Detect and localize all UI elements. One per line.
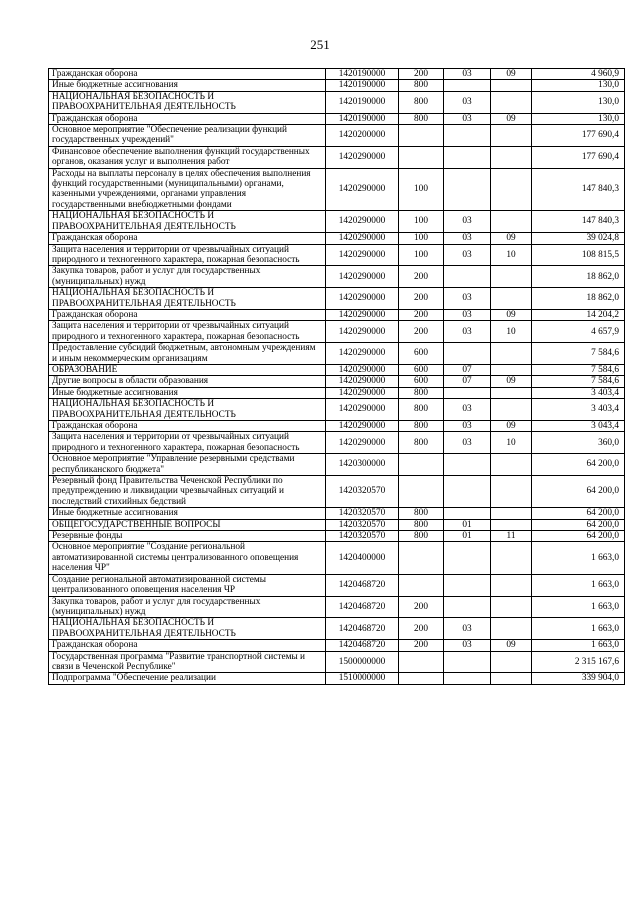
cell-target-code: 1420200000 xyxy=(326,125,399,147)
cell-section: 03 xyxy=(444,244,491,266)
cell-target-code: 1420290000 xyxy=(326,211,399,233)
cell-subsection xyxy=(491,651,532,673)
table-row xyxy=(49,233,625,244)
cell-target-code: 1510000000 xyxy=(326,673,399,684)
cell-target-code: 1420190000 xyxy=(326,113,399,124)
cell-expense-type xyxy=(399,125,444,147)
cell-expense-type xyxy=(399,574,444,596)
cell-expense-type: 200 xyxy=(399,309,444,320)
cell-subsection xyxy=(491,387,532,398)
table-row xyxy=(49,321,625,343)
cell-subsection xyxy=(491,476,532,508)
cell-section xyxy=(444,574,491,596)
cell-subsection: 09 xyxy=(491,421,532,432)
table-row xyxy=(49,80,625,91)
cell-expense-type: 800 xyxy=(399,80,444,91)
cell-amount: 360,0 xyxy=(532,432,625,454)
table-row xyxy=(49,113,625,124)
table-row xyxy=(49,454,625,476)
cell-item-name: Иные бюджетные ассигнования xyxy=(49,508,326,519)
cell-section: 03 xyxy=(444,69,491,80)
cell-section: 03 xyxy=(444,421,491,432)
cell-section: 03 xyxy=(444,399,491,421)
cell-expense-type: 100 xyxy=(399,168,444,211)
cell-section: 03 xyxy=(444,233,491,244)
cell-target-code: 1420190000 xyxy=(326,91,399,113)
table-row xyxy=(49,399,625,421)
cell-amount: 64 200,0 xyxy=(532,454,625,476)
cell-amount: 1 663,0 xyxy=(532,542,625,574)
cell-item-name: Резервные фонды xyxy=(49,531,326,542)
cell-expense-type: 800 xyxy=(399,91,444,113)
cell-amount: 147 840,3 xyxy=(532,211,625,233)
cell-expense-type xyxy=(399,146,444,168)
cell-item-name: Финансовое обеспечение выполнения функций государственных органов, оказания услуг и выполнения работ xyxy=(49,146,326,168)
cell-item-name: ОБЩЕГОСУДАРСТВЕННЫЕ ВОПРОСЫ xyxy=(49,519,326,530)
cell-subsection xyxy=(491,125,532,147)
cell-amount: 339 904,0 xyxy=(532,673,625,684)
table-row xyxy=(49,673,625,684)
cell-section: 01 xyxy=(444,531,491,542)
cell-target-code: 1420290000 xyxy=(326,387,399,398)
budget-table xyxy=(48,68,625,685)
cell-section: 03 xyxy=(444,432,491,454)
cell-amount: 130,0 xyxy=(532,91,625,113)
cell-section xyxy=(444,542,491,574)
cell-expense-type: 100 xyxy=(399,233,444,244)
cell-target-code: 1420300000 xyxy=(326,454,399,476)
cell-target-code: 1420290000 xyxy=(326,432,399,454)
cell-target-code: 1420320570 xyxy=(326,508,399,519)
cell-subsection: 10 xyxy=(491,432,532,454)
cell-item-name: Гражданская оборона xyxy=(49,113,326,124)
cell-amount: 3 403,4 xyxy=(532,387,625,398)
cell-subsection xyxy=(491,618,532,640)
cell-section xyxy=(444,596,491,618)
table-row xyxy=(49,508,625,519)
table-row xyxy=(49,640,625,651)
cell-subsection xyxy=(491,454,532,476)
cell-subsection: 09 xyxy=(491,69,532,80)
cell-target-code: 1420290000 xyxy=(326,399,399,421)
cell-amount: 64 200,0 xyxy=(532,519,625,530)
cell-subsection xyxy=(491,364,532,375)
cell-item-name: Закупка товаров, работ и услуг для государственных (муниципальных) нужд xyxy=(49,266,326,288)
cell-item-name: Основное мероприятие "Обеспечение реализации функций государственных учреждений" xyxy=(49,125,326,147)
cell-item-name: Основное мероприятие "Создание региональной автоматизированной системы централизованного оповещения населения ЧР" xyxy=(49,542,326,574)
cell-item-name: Гражданская оборона xyxy=(49,69,326,80)
cell-item-name: Гражданская оборона xyxy=(49,309,326,320)
cell-amount: 18 862,0 xyxy=(532,288,625,310)
table-row xyxy=(49,288,625,310)
cell-section: 03 xyxy=(444,640,491,651)
cell-target-code: 1420290000 xyxy=(326,168,399,211)
cell-subsection: 09 xyxy=(491,309,532,320)
cell-target-code: 1500000000 xyxy=(326,651,399,673)
cell-amount: 3 403,4 xyxy=(532,399,625,421)
cell-section xyxy=(444,343,491,365)
cell-target-code: 1420320570 xyxy=(326,476,399,508)
cell-section: 07 xyxy=(444,364,491,375)
table-row xyxy=(49,519,625,530)
cell-amount: 130,0 xyxy=(532,80,625,91)
cell-target-code: 1420400000 xyxy=(326,542,399,574)
cell-subsection xyxy=(491,508,532,519)
cell-item-name: Иные бюджетные ассигнования xyxy=(49,387,326,398)
cell-section: 03 xyxy=(444,618,491,640)
cell-subsection xyxy=(491,542,532,574)
cell-amount: 7 584,6 xyxy=(532,376,625,387)
cell-item-name: ОБРАЗОВАНИЕ xyxy=(49,364,326,375)
cell-amount: 1 663,0 xyxy=(532,596,625,618)
cell-expense-type xyxy=(399,651,444,673)
cell-amount: 18 862,0 xyxy=(532,266,625,288)
cell-amount: 177 690,4 xyxy=(532,125,625,147)
cell-expense-type: 800 xyxy=(399,432,444,454)
cell-section xyxy=(444,476,491,508)
cell-target-code: 1420320570 xyxy=(326,531,399,542)
cell-expense-type: 800 xyxy=(399,519,444,530)
cell-amount: 64 200,0 xyxy=(532,476,625,508)
cell-item-name: Защита населения и территории от чрезвычайных ситуаций природного и техногенного характера, пожарная безопасность xyxy=(49,244,326,266)
cell-expense-type: 200 xyxy=(399,69,444,80)
table-row xyxy=(49,125,625,147)
cell-expense-type: 100 xyxy=(399,211,444,233)
cell-amount: 1 663,0 xyxy=(532,618,625,640)
cell-target-code: 1420290000 xyxy=(326,376,399,387)
cell-section xyxy=(444,125,491,147)
table-row xyxy=(49,476,625,508)
cell-section xyxy=(444,387,491,398)
table-row xyxy=(49,596,625,618)
cell-subsection: 10 xyxy=(491,321,532,343)
cell-amount: 130,0 xyxy=(532,113,625,124)
table-row xyxy=(49,542,625,574)
cell-amount: 64 200,0 xyxy=(532,508,625,519)
cell-item-name: НАЦИОНАЛЬНАЯ БЕЗОПАСНОСТЬ И ПРАВООХРАНИТЕЛЬНАЯ ДЕЯТЕЛЬНОСТЬ xyxy=(49,399,326,421)
cell-expense-type: 200 xyxy=(399,596,444,618)
cell-item-name: Резервный фонд Правительства Чеченской Республики по предупреждению и ликвидации чрезвычайных ситуаций и последствий стихийных бедствий xyxy=(49,476,326,508)
cell-target-code: 1420290000 xyxy=(326,343,399,365)
cell-subsection: 09 xyxy=(491,233,532,244)
cell-section: 03 xyxy=(444,211,491,233)
cell-subsection xyxy=(491,211,532,233)
table-row xyxy=(49,244,625,266)
cell-amount: 7 584,6 xyxy=(532,343,625,365)
cell-expense-type xyxy=(399,673,444,684)
cell-amount: 1 663,0 xyxy=(532,640,625,651)
cell-target-code: 1420468720 xyxy=(326,596,399,618)
cell-subsection xyxy=(491,596,532,618)
cell-expense-type: 800 xyxy=(399,387,444,398)
cell-target-code: 1420190000 xyxy=(326,80,399,91)
cell-section xyxy=(444,146,491,168)
cell-expense-type: 100 xyxy=(399,244,444,266)
cell-item-name: Закупка товаров, работ и услуг для государственных (муниципальных) нужд xyxy=(49,596,326,618)
cell-target-code: 1420290000 xyxy=(326,364,399,375)
cell-item-name: НАЦИОНАЛЬНАЯ БЕЗОПАСНОСТЬ И ПРАВООХРАНИТЕЛЬНАЯ ДЕЯТЕЛЬНОСТЬ xyxy=(49,618,326,640)
cell-section: 03 xyxy=(444,288,491,310)
cell-amount: 108 815,5 xyxy=(532,244,625,266)
table-row xyxy=(49,91,625,113)
cell-amount: 147 840,3 xyxy=(532,168,625,211)
cell-item-name: Создание региональной автоматизированной системы централизованного оповещения населения ЧР xyxy=(49,574,326,596)
cell-section: 03 xyxy=(444,309,491,320)
cell-target-code: 1420290000 xyxy=(326,266,399,288)
cell-item-name: НАЦИОНАЛЬНАЯ БЕЗОПАСНОСТЬ И ПРАВООХРАНИТЕЛЬНАЯ ДЕЯТЕЛЬНОСТЬ xyxy=(49,288,326,310)
cell-section: 07 xyxy=(444,376,491,387)
page-number: 251 xyxy=(310,37,330,52)
cell-subsection: 09 xyxy=(491,376,532,387)
cell-subsection xyxy=(491,266,532,288)
cell-expense-type: 800 xyxy=(399,531,444,542)
cell-item-name: Основное мероприятие "Управление резервными средствами республиканского бюджета" xyxy=(49,454,326,476)
cell-item-name: Гражданская оборона xyxy=(49,640,326,651)
cell-item-name: Государственная программа "Развитие транспортной системы и связи в Чеченской Республике" xyxy=(49,651,326,673)
cell-subsection: 11 xyxy=(491,531,532,542)
cell-subsection xyxy=(491,146,532,168)
table-row xyxy=(49,343,625,365)
cell-item-name: Защита населения и территории от чрезвычайных ситуаций природного и техногенного характера, пожарная безопасность xyxy=(49,432,326,454)
cell-expense-type: 200 xyxy=(399,288,444,310)
cell-section: 03 xyxy=(444,321,491,343)
cell-target-code: 1420290000 xyxy=(326,421,399,432)
cell-expense-type: 600 xyxy=(399,364,444,375)
cell-target-code: 1420290000 xyxy=(326,309,399,320)
table-row xyxy=(49,618,625,640)
cell-item-name: Предоставление субсидий бюджетным, автономным учреждениям и иным некоммерческим организациям xyxy=(49,343,326,365)
cell-item-name: Другие вопросы в области образования xyxy=(49,376,326,387)
cell-section xyxy=(444,673,491,684)
cell-section xyxy=(444,508,491,519)
cell-expense-type: 200 xyxy=(399,266,444,288)
cell-subsection xyxy=(491,80,532,91)
cell-item-name: НАЦИОНАЛЬНАЯ БЕЗОПАСНОСТЬ И ПРАВООХРАНИТЕЛЬНАЯ ДЕЯТЕЛЬНОСТЬ xyxy=(49,91,326,113)
cell-item-name: Расходы на выплаты персоналу в целях обеспечения выполнения функций государственными (муниципальными) органами, казенными учреждениями, органами управления государственными внебюджетными фондами xyxy=(49,168,326,211)
cell-target-code: 1420320570 xyxy=(326,519,399,530)
table-row xyxy=(49,266,625,288)
cell-amount: 39 024,8 xyxy=(532,233,625,244)
cell-subsection xyxy=(491,168,532,211)
cell-expense-type: 600 xyxy=(399,376,444,387)
table-row xyxy=(49,146,625,168)
cell-section xyxy=(444,266,491,288)
budget-table-body xyxy=(49,69,625,685)
cell-target-code: 1420290000 xyxy=(326,288,399,310)
cell-subsection xyxy=(491,399,532,421)
cell-section xyxy=(444,80,491,91)
cell-section: 03 xyxy=(444,113,491,124)
cell-section: 01 xyxy=(444,519,491,530)
table-row xyxy=(49,651,625,673)
table-row xyxy=(49,531,625,542)
table-row xyxy=(49,309,625,320)
table-row xyxy=(49,376,625,387)
cell-item-name: Иные бюджетные ассигнования xyxy=(49,80,326,91)
cell-expense-type: 800 xyxy=(399,113,444,124)
cell-subsection xyxy=(491,673,532,684)
table-row xyxy=(49,364,625,375)
cell-subsection: 09 xyxy=(491,640,532,651)
cell-expense-type: 200 xyxy=(399,618,444,640)
table-row xyxy=(49,432,625,454)
cell-target-code: 1420290000 xyxy=(326,146,399,168)
cell-item-name: Гражданская оборона xyxy=(49,421,326,432)
cell-target-code: 1420290000 xyxy=(326,233,399,244)
cell-expense-type: 200 xyxy=(399,321,444,343)
cell-subsection: 10 xyxy=(491,244,532,266)
cell-expense-type: 600 xyxy=(399,343,444,365)
cell-expense-type xyxy=(399,542,444,574)
cell-amount: 64 200,0 xyxy=(532,531,625,542)
cell-subsection xyxy=(491,574,532,596)
cell-amount: 7 584,6 xyxy=(532,364,625,375)
cell-amount: 1 663,0 xyxy=(532,574,625,596)
cell-amount: 4 657,9 xyxy=(532,321,625,343)
table-row xyxy=(49,211,625,233)
cell-subsection xyxy=(491,91,532,113)
cell-target-code: 1420468720 xyxy=(326,618,399,640)
cell-amount: 4 960,9 xyxy=(532,69,625,80)
table-row xyxy=(49,574,625,596)
cell-expense-type xyxy=(399,476,444,508)
cell-expense-type: 800 xyxy=(399,421,444,432)
cell-target-code: 1420468720 xyxy=(326,640,399,651)
cell-section: 03 xyxy=(444,91,491,113)
cell-item-name: НАЦИОНАЛЬНАЯ БЕЗОПАСНОСТЬ И ПРАВООХРАНИТЕЛЬНАЯ ДЕЯТЕЛЬНОСТЬ xyxy=(49,211,326,233)
cell-subsection xyxy=(491,288,532,310)
cell-section xyxy=(444,168,491,211)
table-row xyxy=(49,421,625,432)
table-row xyxy=(49,168,625,211)
cell-amount: 177 690,4 xyxy=(532,146,625,168)
cell-amount: 14 204,2 xyxy=(532,309,625,320)
cell-section xyxy=(444,454,491,476)
cell-item-name: Защита населения и территории от чрезвычайных ситуаций природного и техногенного характера, пожарная безопасность xyxy=(49,321,326,343)
cell-expense-type: 800 xyxy=(399,508,444,519)
cell-subsection xyxy=(491,343,532,365)
cell-amount: 3 043,4 xyxy=(532,421,625,432)
cell-target-code: 1420468720 xyxy=(326,574,399,596)
cell-expense-type xyxy=(399,454,444,476)
cell-target-code: 1420290000 xyxy=(326,244,399,266)
cell-subsection: 09 xyxy=(491,113,532,124)
table-row xyxy=(49,69,625,80)
cell-target-code: 1420290000 xyxy=(326,321,399,343)
cell-amount: 2 315 167,6 xyxy=(532,651,625,673)
cell-item-name: Гражданская оборона xyxy=(49,233,326,244)
cell-item-name: Подпрограмма "Обеспечение реализации xyxy=(49,673,326,684)
cell-expense-type: 200 xyxy=(399,640,444,651)
cell-subsection xyxy=(491,519,532,530)
cell-section xyxy=(444,651,491,673)
cell-target-code: 1420190000 xyxy=(326,69,399,80)
table-row xyxy=(49,387,625,398)
cell-expense-type: 800 xyxy=(399,399,444,421)
